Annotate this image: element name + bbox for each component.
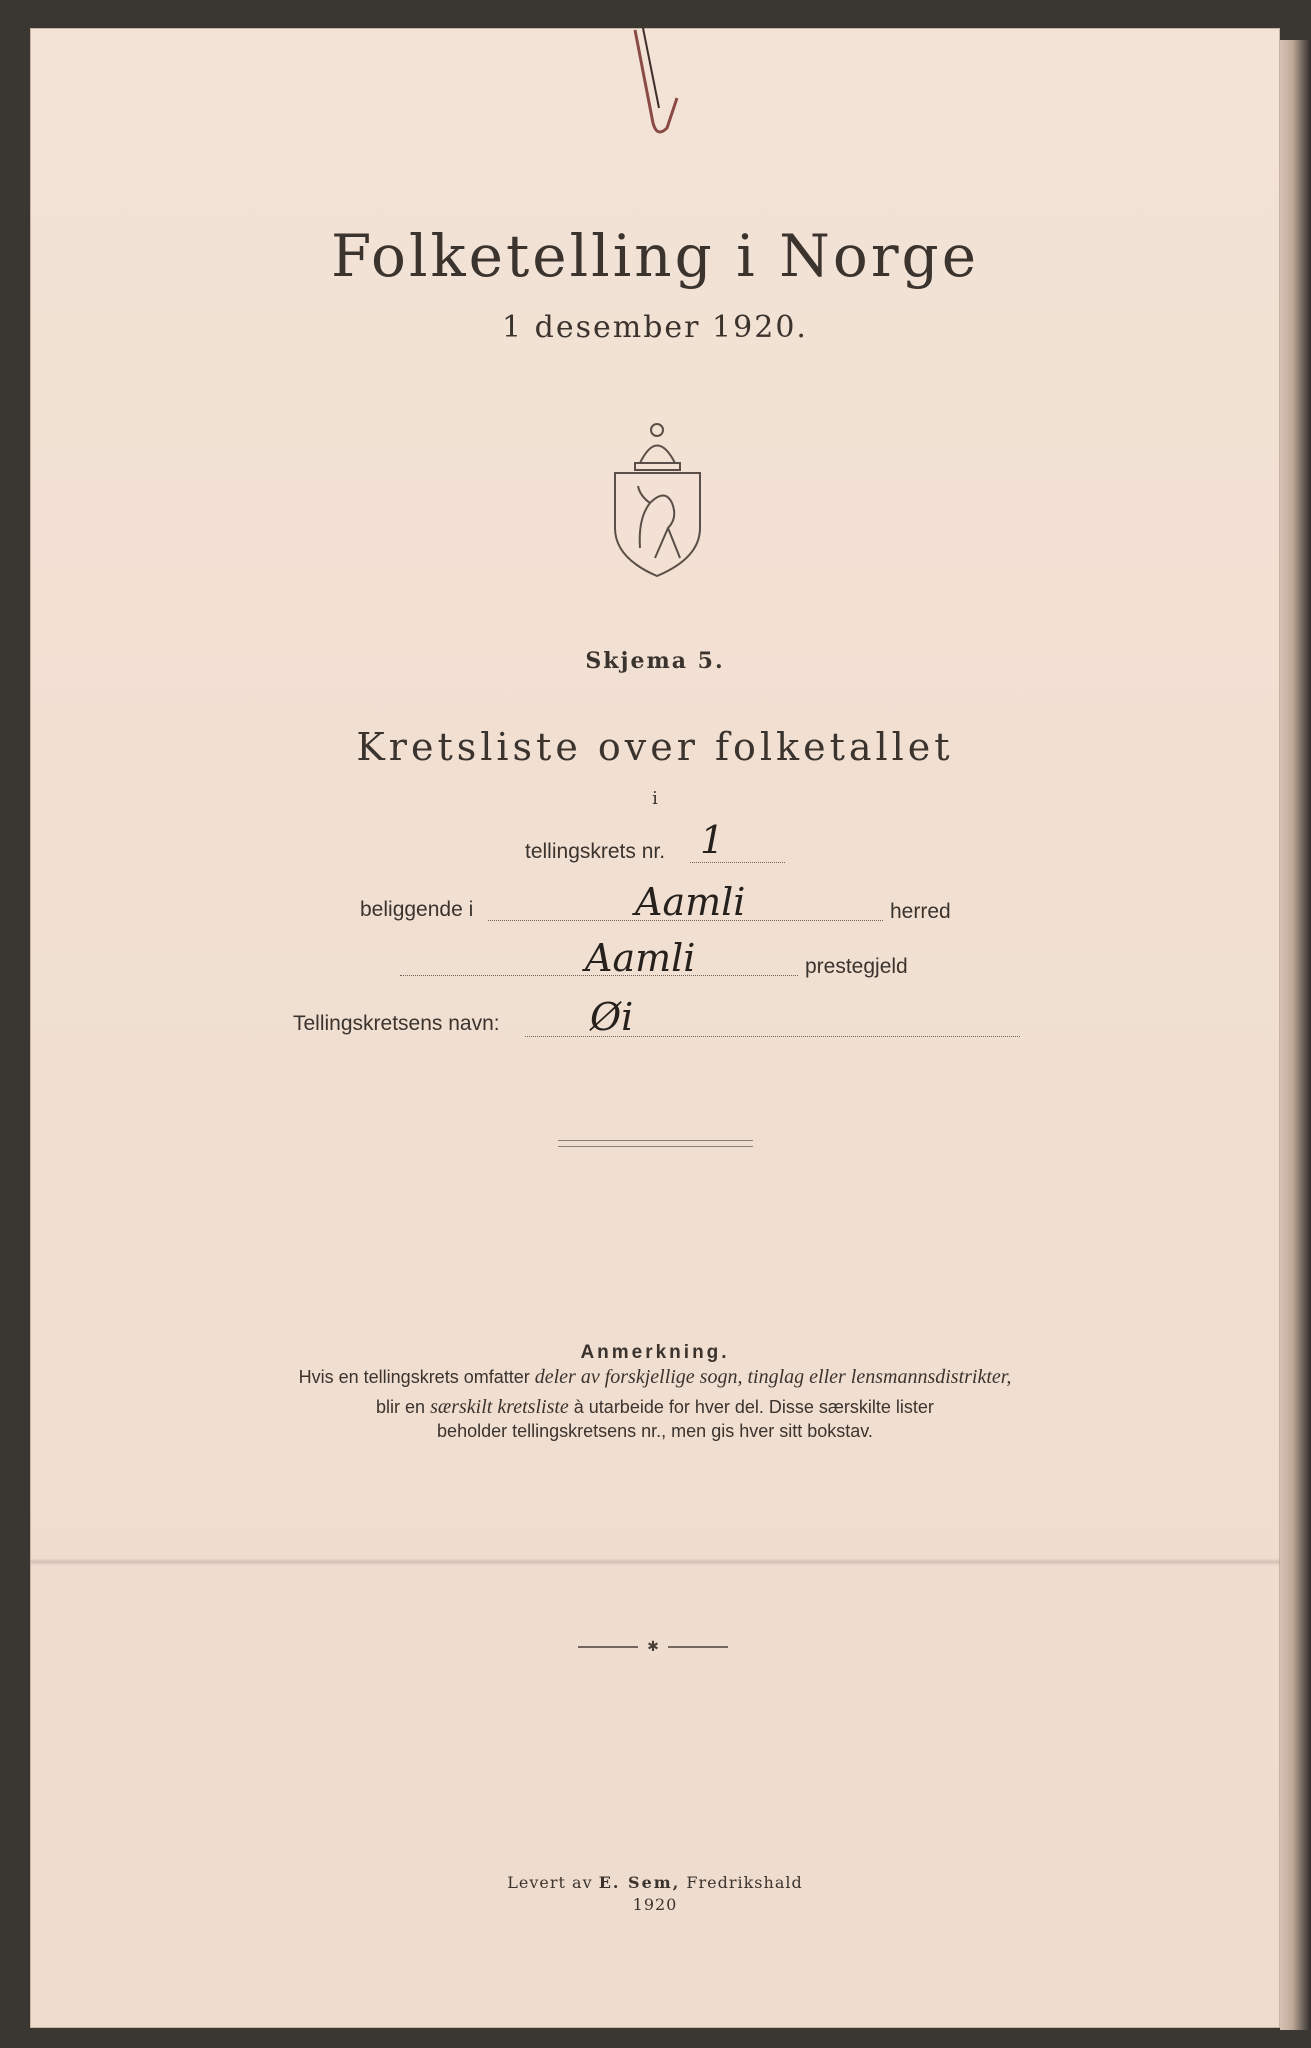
district-number-value: 1 xyxy=(700,818,725,862)
note-line-2-rest: à utarbeide for hver del. Disse særskilte lister xyxy=(568,1397,934,1417)
page-edge xyxy=(1280,40,1311,2030)
printer-place: Fredrikshald xyxy=(680,1873,803,1892)
form-subtitle: Kretsliste over folketallet xyxy=(356,725,954,769)
note-heading: Anmerkning. xyxy=(580,1342,730,1363)
parish-label: prestegjeld xyxy=(805,955,908,978)
municipality-label: herred xyxy=(890,900,951,923)
located-in-label: beliggende i xyxy=(360,898,474,921)
divider-rule xyxy=(558,1140,753,1147)
municipality-value: Aamli xyxy=(635,880,746,924)
district-name-label: Tellingskretsens navn: xyxy=(293,1012,500,1035)
district-name-value: Øi xyxy=(590,995,634,1039)
note-line-1-text: Hvis en tellingskrets omfatter xyxy=(298,1367,535,1387)
census-date: 1 desember 1920. xyxy=(502,310,808,345)
note-line-2 xyxy=(30,1396,1280,1419)
ornament-divider-icon xyxy=(578,1640,728,1654)
district-number-line xyxy=(690,862,785,863)
schema-label: Skjema 5. xyxy=(585,648,725,674)
note-line-1-italic: deler av forskjellige sogn, tinglag eller lensmannsdistrikter, xyxy=(534,1366,1012,1388)
svg-text:✱: ✱ xyxy=(647,1640,659,1654)
page-fold xyxy=(30,1558,1280,1566)
parish-value: Aamli xyxy=(585,936,696,980)
note-line-1 xyxy=(30,1366,1280,1389)
page-title: Folketelling i Norge xyxy=(330,222,980,290)
paperclip-mark-icon xyxy=(625,28,685,148)
note-line-3: beholder tellingskretsens nr., men gis hver sitt bokstav. xyxy=(437,1421,873,1441)
preposition-text: i xyxy=(652,788,658,809)
district-number-label: tellingskrets nr. xyxy=(525,840,666,863)
note-line-2-text: blir en xyxy=(376,1397,431,1417)
printer-prefix: Levert av xyxy=(507,1873,599,1892)
coat-of-arms-icon xyxy=(610,408,705,578)
printer-credit xyxy=(30,1873,1280,1892)
note-line-2-italic: særskilt kretsliste xyxy=(430,1396,569,1418)
printer-name: E. Sem, xyxy=(598,1873,681,1892)
printer-year: 1920 xyxy=(632,1895,678,1914)
